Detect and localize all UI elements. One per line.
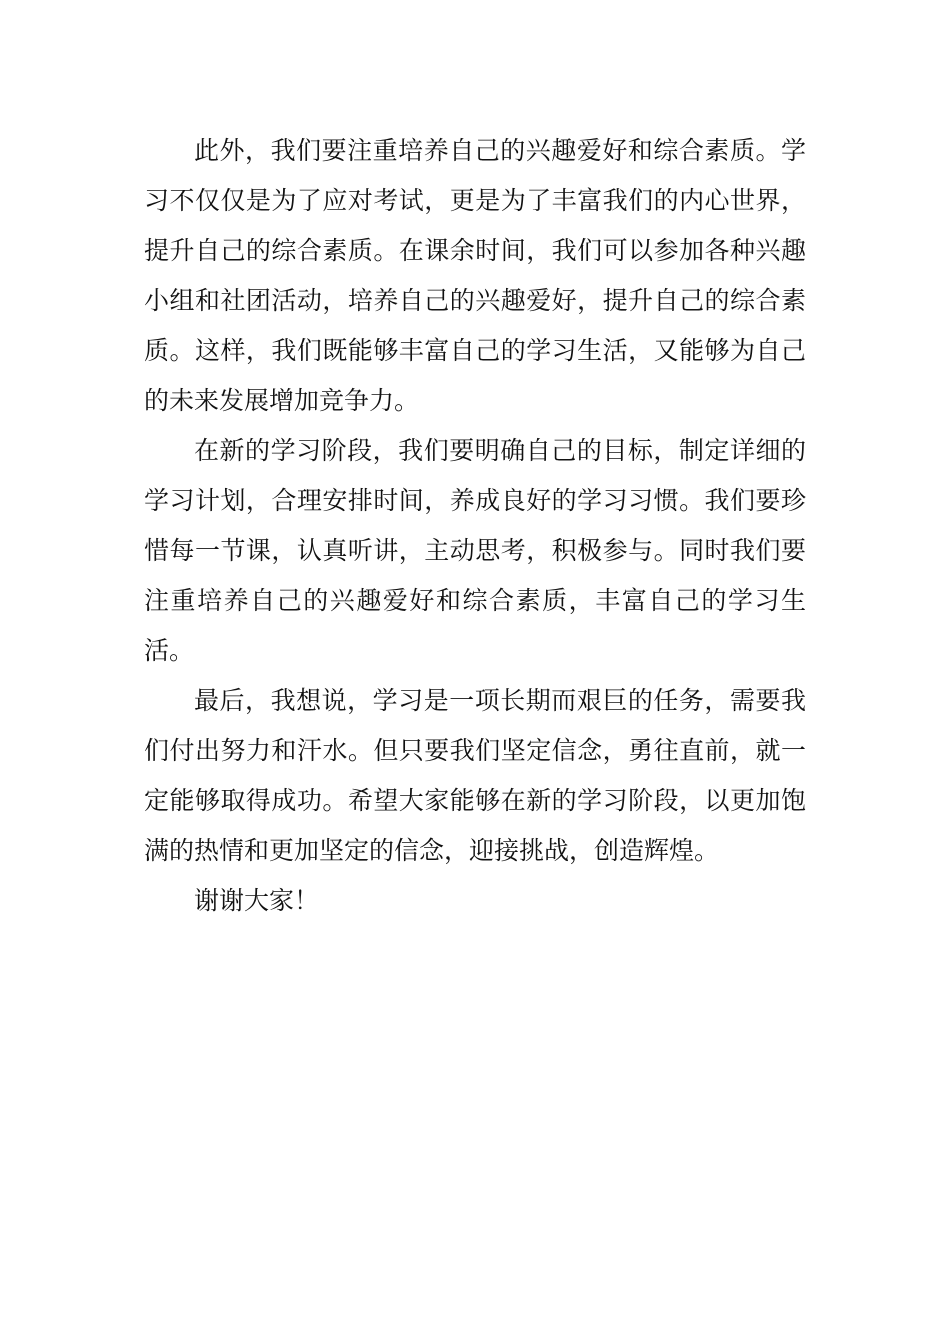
paragraph-goals: 在新的学习阶段，我们要明确自己的目标，制定详细的学习计划，合理安排时间，养成良好的学习习惯。我们要珍惜每一节课，认真听讲，主动思考，积极参与。同时我们要注重培养自己的兴趣爱好和综合素质，丰富自己的学习生活。: [144, 436, 806, 665]
paragraph-closing: 最后，我想说，学习是一项长期而艰巨的任务，需要我们付出努力和汗水。但只要我们坚定信念，勇往直前，就一定能够取得成功。希望大家能够在新的学习阶段，以更加饱满的热情和更加坚定的信念，迎接挑战，创造辉煌。: [144, 686, 806, 865]
document-body: [144, 126, 806, 926]
paragraph-interests: 此外，我们要注重培养自己的兴趣爱好和综合素质。学习不仅仅是为了应对考试，更是为了丰富我们的内心世界，提升自己的综合素质。在课余时间，我们可以参加各种兴趣小组和社团活动，培养自己的兴趣爱好，提升自己的综合素质。这样，我们既能够丰富自己的学习生活，又能够为自己的未来发展增加竞争力。: [144, 136, 806, 415]
paragraph-thanks: 谢谢大家！: [194, 886, 320, 915]
